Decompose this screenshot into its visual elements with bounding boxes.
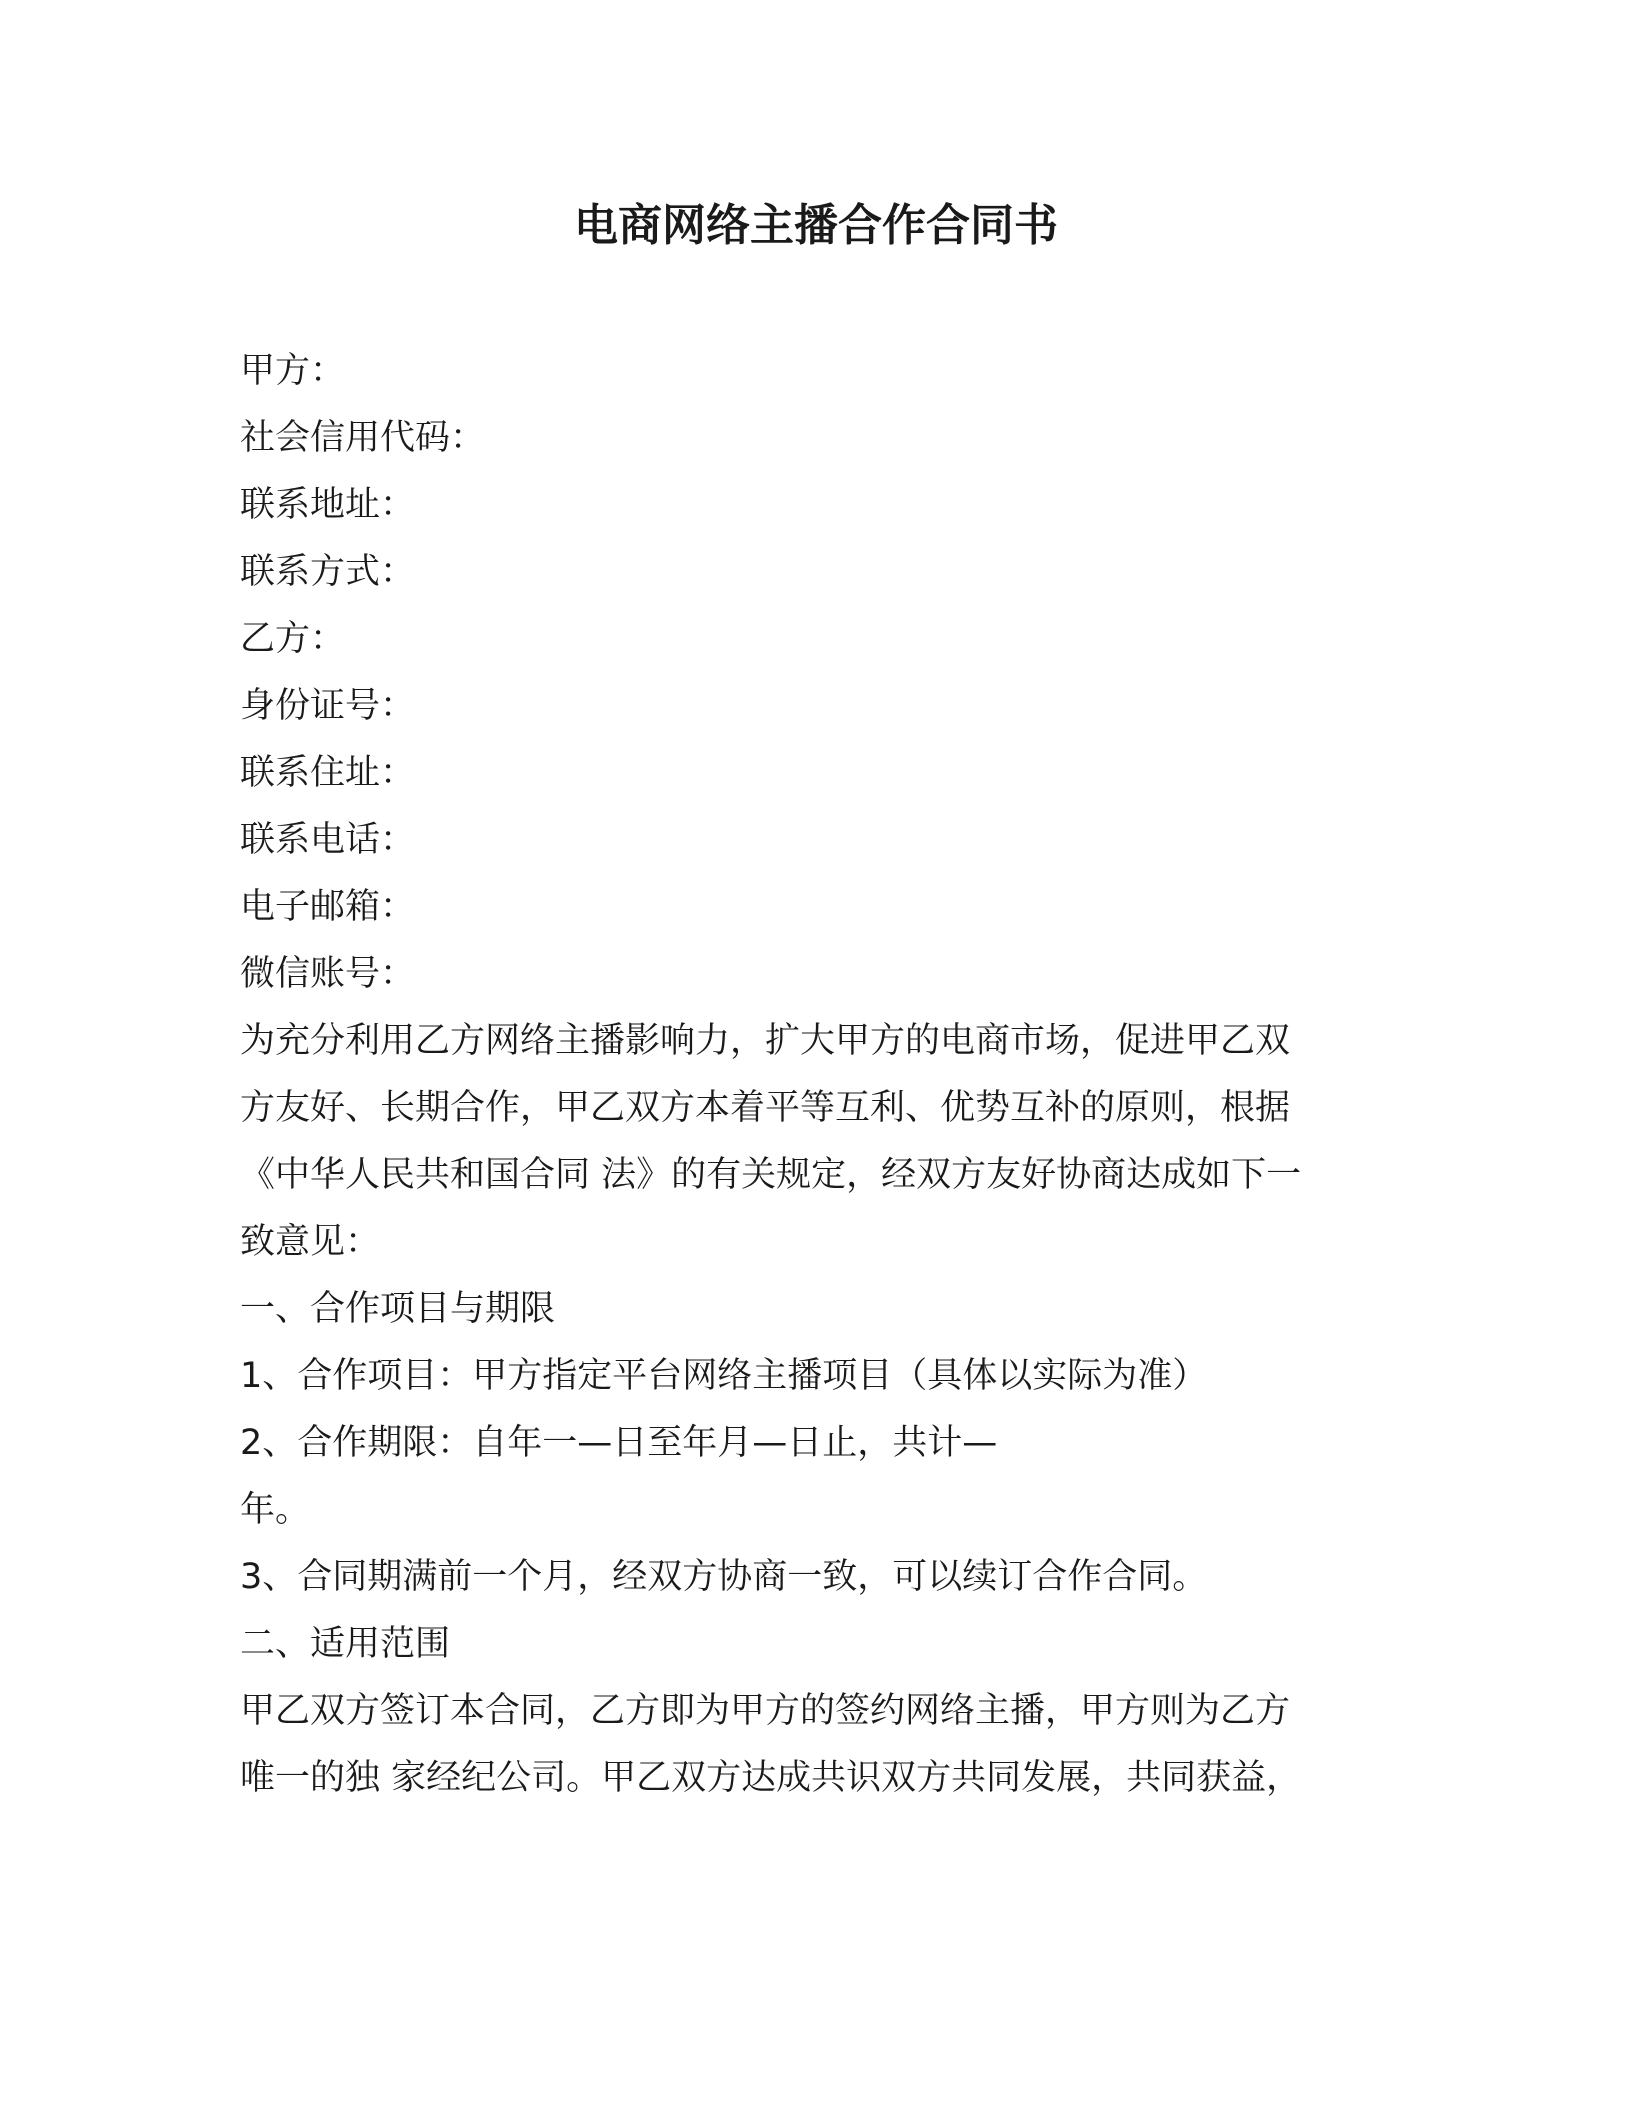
preamble-line: 致意见： bbox=[240, 1222, 381, 1262]
party-a-label: 甲方： bbox=[240, 351, 346, 391]
clause-line: 3、合同期满前一个月，经双方协商一致，可以续订合作合同。 bbox=[240, 1557, 1208, 1597]
document-body bbox=[240, 338, 1370, 1812]
section-heading: 二、适用范围 bbox=[240, 1624, 451, 1664]
clause-line: 甲乙双方签订本合同，乙方即为甲方的签约网络主播，甲方则为乙方 bbox=[240, 1691, 1291, 1731]
clause-line: 唯一的独 家经纪公司。甲乙双方达成共识双方共同发展，共同获益， bbox=[240, 1758, 1302, 1798]
clause-line: 2、合作期限：自年一—日至年月—日止，共计— bbox=[240, 1423, 998, 1463]
credit-code-label: 社会信用代码： bbox=[240, 418, 486, 458]
preamble-line: 《中华人民共和国合同 法》的有关规定，经双方友好协商达成如下一 bbox=[240, 1155, 1302, 1195]
clause-line: 1、合作项目：甲方指定平台网络主播项目（具体以实际为准） bbox=[240, 1356, 1208, 1396]
preamble-line: 方友好、长期合作，甲乙双方本着平等互利、优势互补的原则，根据 bbox=[240, 1088, 1291, 1128]
party-b-label: 乙方： bbox=[240, 619, 346, 659]
document-title: 电商网络主播合作合同书 bbox=[574, 200, 1058, 251]
preamble-line: 为充分利用乙方网络主播影响力，扩大甲方的电商市场，促进甲乙双 bbox=[240, 1021, 1291, 1061]
section-heading: 一、合作项目与期限 bbox=[240, 1289, 556, 1329]
party-a-contact-label: 联系方式： bbox=[240, 552, 416, 592]
party-b-address-label: 联系住址： bbox=[240, 753, 416, 793]
party-b-phone-label: 联系电话： bbox=[240, 820, 416, 860]
party-a-address-label: 联系地址： bbox=[240, 485, 416, 525]
clause-line: 年。 bbox=[240, 1490, 311, 1530]
email-label: 电子邮箱： bbox=[240, 887, 416, 927]
id-number-label: 身份证号： bbox=[240, 686, 416, 726]
wechat-label: 微信账号： bbox=[240, 954, 416, 994]
